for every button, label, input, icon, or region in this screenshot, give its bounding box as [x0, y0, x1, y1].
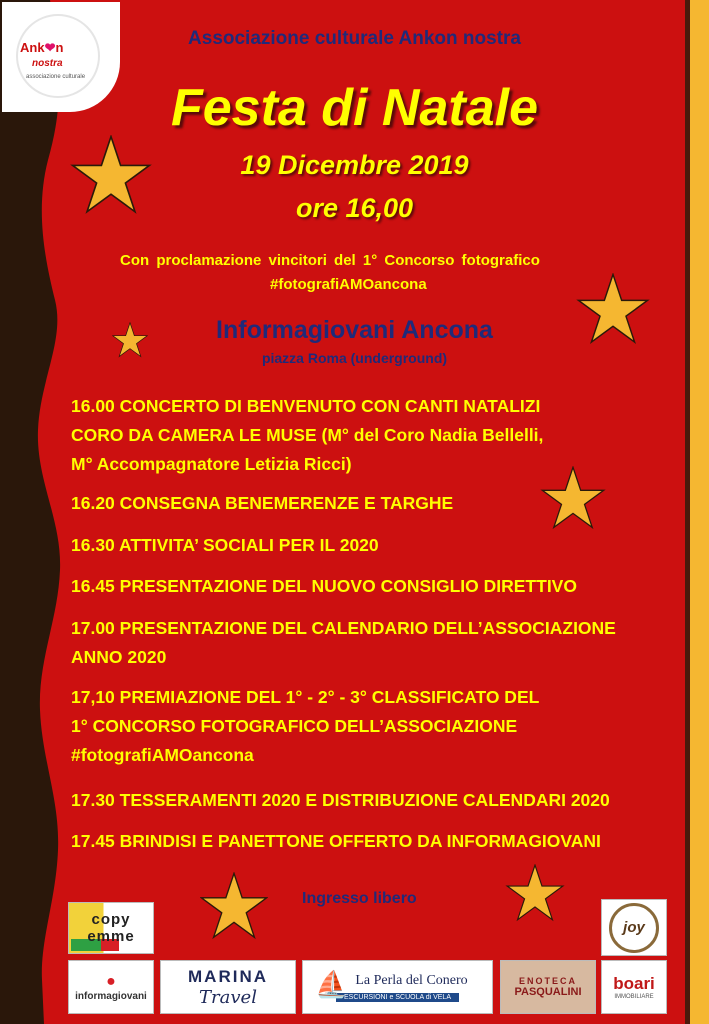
sponsor-enoteca-text: ENOTECA: [518, 976, 577, 986]
sponsor-joy-text: joy: [623, 919, 645, 936]
program-line: 16.45 PRESENTAZIONE DEL NUOVO CONSIGLIO DIRETTIVO: [71, 576, 577, 596]
sponsor-informagiovani-logo: [68, 960, 154, 1014]
program-line: CORO DA CAMERA LE MUSE (M° del Coro Nadia Bellelli,: [71, 425, 544, 445]
informagiovani-icon: ●: [106, 972, 116, 990]
sponsor-boari-text: boari: [613, 974, 655, 993]
venue-place: piazza Roma (underground): [261, 350, 448, 366]
logo-tagline: associazione culturale: [26, 74, 86, 80]
program-line: 17.00 PRESENTAZIONE DEL CALENDARIO DELL’ASSOCIAZIONE: [71, 618, 616, 638]
program-item: [71, 572, 577, 601]
heart-icon: ❤: [44, 40, 56, 55]
sponsor-perla-text: La Perla del Conero: [355, 972, 468, 988]
event-time: ore 16,00: [295, 193, 414, 223]
program-line: 17.45 BRINDISI E PANETTONE OFFERTO DA INFORMAGIOVANI: [71, 831, 601, 851]
star-icon: [540, 466, 606, 530]
star-icon: [200, 872, 268, 940]
logo-name-part2: n: [55, 40, 64, 55]
entry-note: Ingresso libero: [302, 890, 417, 907]
event-title: Festa di Natale: [170, 79, 539, 137]
program-line: 16.20 CONSEGNA BENEMERENZE E TARGHE: [71, 493, 454, 513]
sponsor-marina-text: MARINA: [188, 966, 268, 986]
announcement-text: Con proclamazione vincitori del 1° Concorso fotografico: [120, 252, 540, 269]
sponsor-pasqualini-text: PASQUALINI: [514, 986, 582, 998]
sponsor-enoteca-pasqualini-logo: [500, 960, 596, 1014]
program-line: ANNO 2020: [71, 647, 167, 667]
sponsor-copy-emme-logo: [68, 902, 154, 954]
announcement-hashtag: #fotografiAMOancona: [270, 276, 427, 293]
venue-name: Informagiovani Ancona: [216, 316, 493, 344]
logo-name-part1: Ank: [20, 40, 45, 55]
program-line: 16.30 ATTIVITA’ SOCIALI PER IL 2020: [71, 535, 379, 555]
sponsor-boari-logo: [601, 960, 667, 1014]
program-item: [71, 786, 610, 815]
program-line: 17.30 TESSERAMENTI 2020 E DISTRIBUZIONE CALENDARI 2020: [71, 790, 610, 810]
logo-subtitle: nostra: [32, 58, 63, 69]
program-item: [71, 489, 453, 518]
star-icon: [505, 864, 565, 922]
program-item: [71, 683, 539, 770]
sponsor-travel-text: Travel: [199, 986, 257, 1008]
sailboat-icon: ⛵: [315, 969, 348, 999]
sponsor-perla-conero-logo: [302, 960, 493, 1014]
sponsor-marina-travel-logo: [160, 960, 296, 1014]
program-item: [71, 827, 601, 856]
sponsor-informagiovani-text: informagiovani: [75, 990, 147, 1002]
program-line: M° Accompagnatore Letizia Ricci): [71, 454, 352, 474]
program-item: [71, 614, 616, 672]
sponsor-joy-logo: [601, 899, 667, 956]
program-line: 17,10 PREMIAZIONE DEL 1° - 2° - 3° CLASSIFICATO DEL: [71, 687, 540, 707]
program-item: [71, 392, 543, 479]
program-line: #fotografiAMOancona: [71, 745, 254, 765]
event-date: 19 Dicembre 2019: [240, 150, 469, 180]
association-name: Associazione culturale Ankon nostra: [188, 28, 521, 49]
sponsor-boari-subtext: IMMOBILIARE: [614, 994, 654, 1000]
sponsor-perla-subtext: ESCURSIONI e SCUOLA di VELA: [336, 993, 459, 1002]
sponsor-copy-emme-text: copy emme: [87, 911, 135, 945]
program-line: 16.00 CONCERTO DI BENVENUTO CON CANTI NATALIZI: [71, 396, 541, 416]
program-line: 1° CONCORSO FOTOGRAFICO DELL’ASSOCIAZIONE: [71, 716, 518, 736]
program-item: [71, 531, 379, 560]
